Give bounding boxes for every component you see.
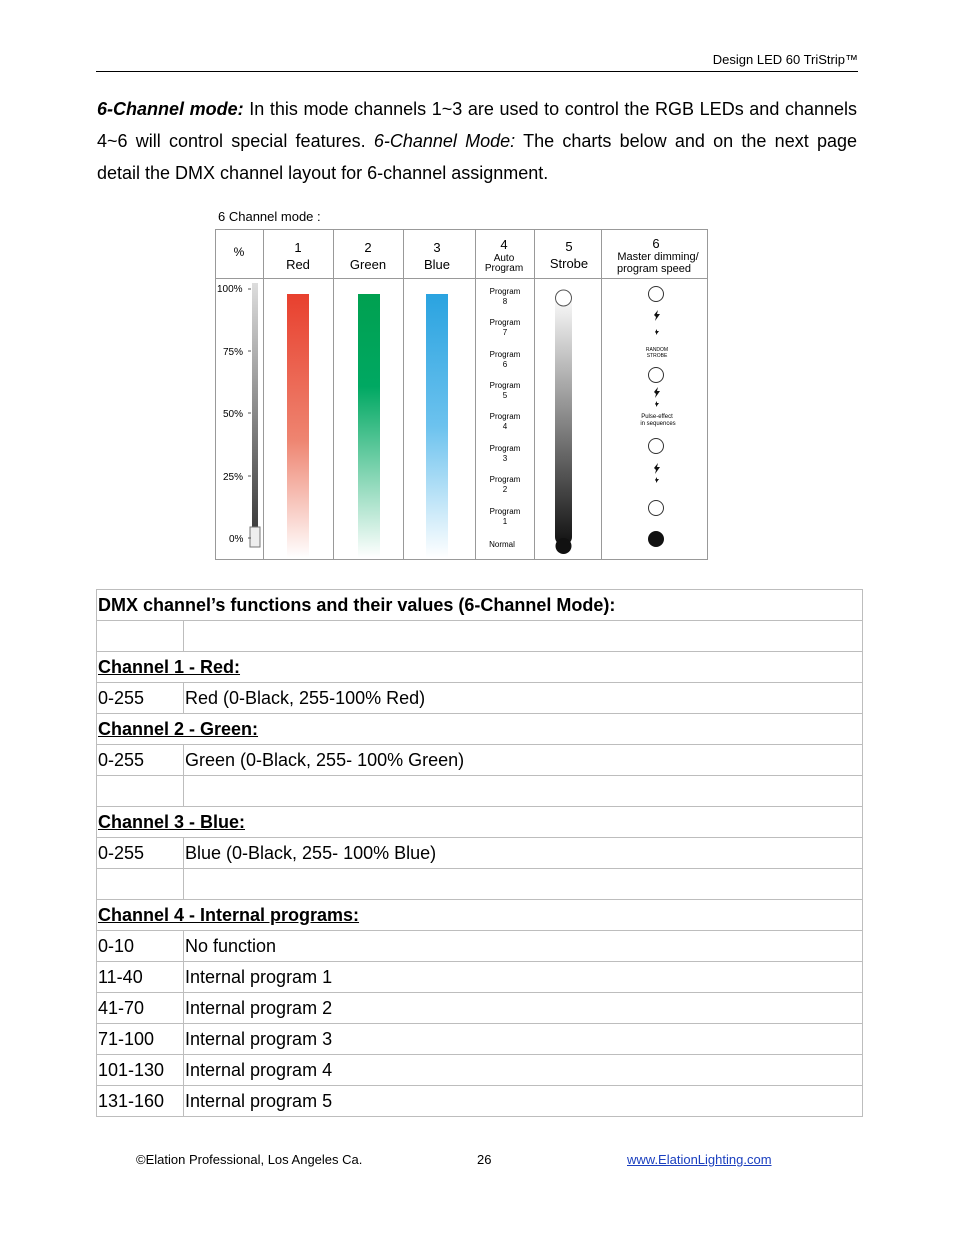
footer-website-link[interactable]: www.ElationLighting.com [627,1152,772,1167]
header-ch5-number: 5 [565,239,573,254]
channel-1-desc: Red (0-Black, 255-100% Red) [184,683,863,714]
table-spacer-cell [184,869,863,900]
header-ch1-name: Red [286,257,310,272]
channel-3-heading-cell [97,807,863,838]
channel-4-desc: No function [184,931,863,962]
master-dimming-column [640,287,675,548]
percent-slider-knob [250,527,260,547]
random-strobe-line1: RANDOM [645,347,669,353]
header-ch5-name: Strobe [549,256,589,271]
header-ch4-number: 4 [500,237,508,252]
header-ch4-line1: Auto [493,253,515,264]
program-number-2: 2 [502,485,508,494]
lightning-icon-2 [654,387,660,398]
channel-2-heading: Channel 2 - Green: [98,718,259,739]
channel-2-range: 0-255 [97,745,184,776]
channel-3-range: 0-255 [97,838,184,869]
channel-4-range: 131-160 [97,1086,184,1117]
channel-1-range: 0-255 [97,683,184,714]
dim-filled-circle-icon [648,531,664,547]
channel-4-desc: Internal program 2 [184,993,863,1024]
program-word-8: Program [489,287,521,296]
dim-circle-icon-1 [649,287,664,302]
lightning-small-icon-2 [655,401,659,407]
header-ch3-number: 3 [433,240,441,255]
dim-circle-icon-3 [649,439,664,454]
channel-4-desc: Internal program 3 [184,1024,863,1055]
table-title: DMX channel’s functions and their values (6-Channel Mode): [97,590,863,621]
pct-label-50: 50% [223,409,244,420]
channel-4-range: 0-10 [97,931,184,962]
program-number-8: 8 [502,297,508,306]
dim-circle-icon-4 [649,501,664,516]
lightning-icon-1 [654,310,660,321]
program-number-4: 4 [502,422,508,431]
program-number-6: 6 [502,360,508,369]
program-word-1: Program [489,507,521,516]
intro-paragraph [97,93,857,189]
table-row [97,745,863,776]
intro-text-2: The charts below and on the next page detail the DMX channel layout for 6-channel assignment. [97,131,857,183]
program-number-3: 3 [502,454,508,463]
channel-4-range: 11-40 [97,962,184,993]
program-number-1: 1 [502,517,508,526]
lightning-small-icon-1 [655,329,659,335]
header-ch1-number: 1 [294,240,302,255]
table-row [97,993,863,1024]
table-row [97,838,863,869]
channel-4-desc: Internal program 1 [184,962,863,993]
pct-label-100: 100% [217,284,243,295]
footer-copyright: ©Elation Professional, Los Angeles Ca. [136,1152,363,1167]
percent-scale [217,283,260,547]
strobe-gradient-bar [555,293,572,545]
table-spacer-cell [97,621,184,652]
pulse-effect-line2: in sequences [640,421,676,427]
normal-label: Normal [489,540,515,549]
program-word-5: Program [489,381,521,390]
channel-3-desc: Blue (0-Black, 255- 100% Blue) [184,838,863,869]
channel-mode-diagram [213,205,713,565]
program-word-3: Program [489,444,521,453]
header-ch2-number: 2 [364,240,372,255]
program-word-2: Program [489,475,521,484]
lightning-icon-3 [654,463,660,474]
channel-4-range: 101-130 [97,1055,184,1086]
dim-circle-icon-2 [649,368,664,383]
lightning-small-icon-3 [655,477,659,483]
program-word-7: Program [489,318,521,327]
footer-page-number: 26 [477,1152,492,1167]
channel-4-desc: Internal program 5 [184,1086,863,1117]
pct-label-75: 75% [223,347,244,358]
header-percent: % [233,245,245,259]
table-row [97,1055,863,1086]
green-gradient-bar [358,294,380,558]
intro-italic: 6-Channel Mode: [373,131,516,151]
program-column [489,287,521,549]
strobe-open-circle-icon [556,290,572,306]
pct-label-25: 25% [223,472,244,483]
diagram-title: 6 Channel mode : [218,209,321,224]
table-spacer-cell [184,776,863,807]
page-header: Design LED 60 TriStrip™ [96,52,858,72]
program-word-6: Program [489,350,521,359]
channel-4-desc: Internal program 4 [184,1055,863,1086]
dmx-channel-table [96,589,863,1117]
pulse-effect-line1: Pulse-effect [641,414,673,420]
channel-1-heading-cell [97,652,863,683]
program-word-4: Program [489,412,521,421]
intro-lead: 6-Channel mode: [97,99,244,119]
channel-1-heading: Channel 1 - Red: [98,656,241,677]
channel-2-heading-cell [97,714,863,745]
channel-2-desc: Green (0-Black, 255- 100% Green) [184,745,863,776]
header-ch6-line1: Master dimming/ [617,251,699,263]
header-ch3-name: Blue [423,257,451,272]
table-spacer-cell [97,869,184,900]
program-number-7: 7 [502,328,508,337]
channel-4-range: 71-100 [97,1024,184,1055]
intro-text-1: In this mode channels 1~3 are used to control the RGB LEDs and channels 4~6 will control special features. [97,99,857,151]
pct-label-0: 0% [229,534,244,545]
blue-gradient-bar [426,294,448,558]
table-spacer-cell [97,776,184,807]
table-row [97,1024,863,1055]
table-row [97,1086,863,1117]
header-ch6-number: 6 [652,236,660,251]
channel-3-heading: Channel 3 - Blue: [98,811,246,832]
strobe-filled-circle-icon [556,538,572,554]
header-ch6-line2: program speed [617,263,691,275]
table-row [97,962,863,993]
program-number-5: 5 [502,391,508,400]
random-strobe-line2: STROBE [646,353,668,359]
channel-4-heading: Channel 4 - Internal programs: [98,904,360,925]
percent-slider-track [252,283,258,545]
table-row [97,931,863,962]
red-gradient-bar [287,294,309,558]
table-spacer-cell [184,621,863,652]
header-ch2-name: Green [349,257,387,272]
channel-4-range: 41-70 [97,993,184,1024]
header-ch4-line2: Program [484,263,524,274]
table-row [97,683,863,714]
channel-4-heading-cell [97,900,863,931]
